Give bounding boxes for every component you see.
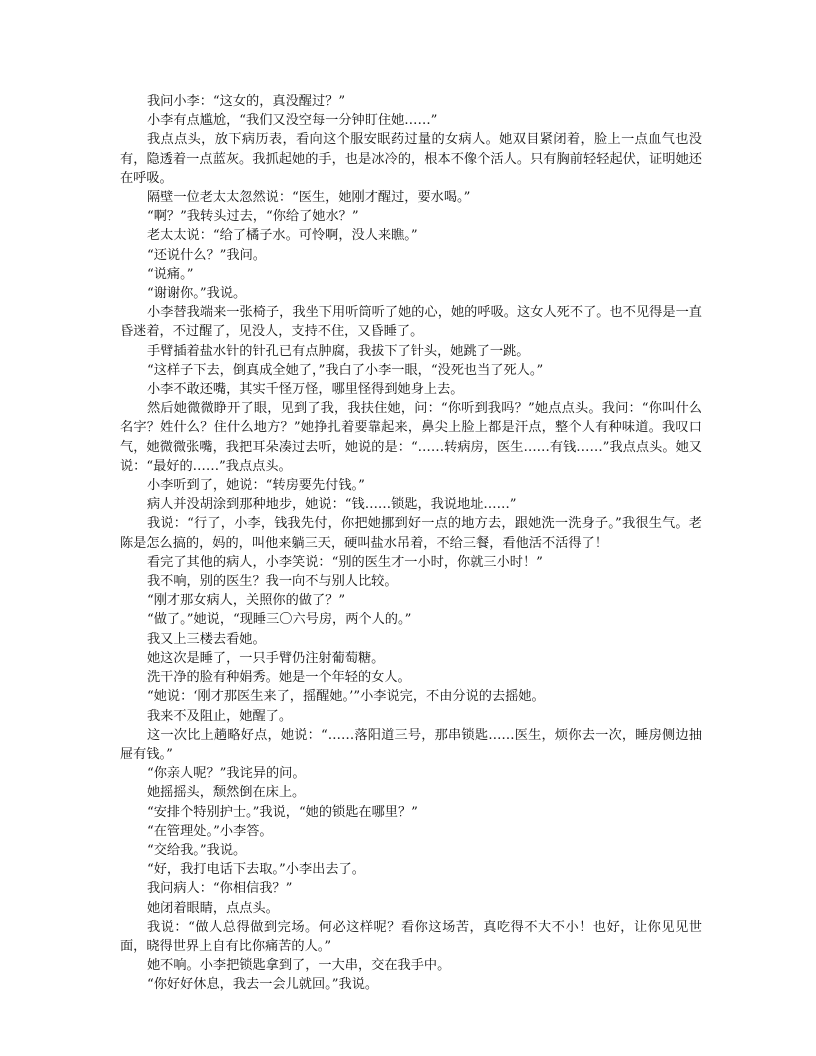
paragraph: 我点点头，放下病历表，看向这个服安眠药过量的女病人。她双目紧闭着，脸上一点血气也没有，隐透着一点蓝灰。我抓起她的手，也是冰冷的，根本不像个活人。只有胸前轻轻起伏，证明她还在呼吸。 (120, 132, 702, 186)
paragraph: 我来不及阻止，她醒了。 (147, 708, 293, 724)
paragraph: “交给我。”我说。 (147, 842, 247, 858)
paragraph: 她闭着眼睛，点点头。 (147, 900, 279, 916)
paragraph: 然后她微微睁开了眼，见到了我，我扶住她，问：“你听到我吗？”她点点头。我问：“你叫什么名字？姓什么？住什么地方？”她挣扎着要靠起来，鼻尖上脸上都是汗点，整个人有种味道。我叹口气，她微微张嘴，我把耳朵凑过去听，她说的是：“……转病房，医生……有钱……”我点点头。她又说：“最好的……”我点点头。 (120, 401, 702, 474)
paragraph: “谢谢你。”我说。 (147, 286, 247, 302)
paragraph: 她这次是睡了，一只手臂仍注射葡萄糖。 (147, 650, 385, 666)
paragraph: “这样子下去，倒真成全她了，”我白了小李一眼，“没死也当了死人。” (147, 362, 544, 378)
paragraph: 洗干净的脸有种娟秀。她是一个年轻的女人。 (147, 670, 411, 686)
story-text (120, 92, 702, 995)
paragraph: 小李听到了，她说：“转房要先付钱。” (147, 478, 365, 494)
paragraph: “你亲人呢？”我诧异的问。 (147, 766, 306, 782)
paragraph: “她说：‘刚才那医生来了，摇醒她。’”小李说完，不由分说的去摇她。 (147, 689, 545, 705)
paragraph: “啊？”我转头过去，“你给了她水？” (147, 209, 359, 225)
paragraph: 老太太说：“给了橘子水。可怜啊，没人来瞧。” (147, 228, 418, 244)
paragraph: 小李替我端来一张椅子，我坐下用听筒听了她的心，她的呼吸。这女人死不了。也不见得是一直昏迷着，不过醒了，见没人，支持不住，又昏睡了。 (120, 305, 702, 340)
paragraph: 她摇摇头，颓然倒在床上。 (147, 785, 306, 801)
paragraph: 隔壁一位老太太忽然说：“医生，她刚才醒过，要水喝。” (147, 190, 471, 206)
paragraph: “还说什么？”我问。 (147, 247, 266, 263)
paragraph: “安排个特别护士。”我说，“她的锁匙在哪里？” (147, 804, 418, 820)
paragraph: “在管理处。”小李答。 (147, 823, 273, 839)
paragraph: “做了。”她说，“现睡三〇六号房，两个人的。” (147, 612, 412, 628)
paragraph: 病人并没胡涂到那种地步，她说：“钱……锁匙，我说地址……” (147, 497, 517, 513)
paragraph: 我说：“行了，小李，钱我先付，你把她挪到好一点的地方去，跟她洗一洗身子。”我很生气。老陈是怎么搞的，妈的，叫他来躺三天，硬叫盐水吊着，不给三餐，看他活不活得了！ (120, 516, 702, 551)
paragraph: 小李不敢还嘴，其实千怪万怪，哪里怪得到她身上去。 (147, 382, 464, 398)
paragraph: “说痛。” (147, 266, 194, 282)
paragraph: “好，我打电话下去取。”小李出去了。 (147, 862, 365, 878)
paragraph: 小李有点尴尬，“我们又没空每一分钟盯住她……” (147, 113, 438, 129)
paragraph: 我又上三楼去看她。 (147, 631, 266, 647)
paragraph: “你好好休息，我去一会儿就回。”我说。 (147, 977, 379, 993)
paragraph: 看完了其他的病人，小李笑说：“别的医生才一小时，你就三小时！” (147, 554, 543, 570)
paragraph: 我问病人：“你相信我？” (147, 881, 293, 897)
paragraph: “刚才那女病人，关照你的做了？” (147, 593, 346, 609)
paragraph: 我不响，别的医生？我一向不与别人比较。 (147, 574, 398, 590)
paragraph: 我说：“做人总得做到完场。何必这样呢？看你这场苦，真吃得不大不小！也好，让你见见世面，晓得世界上自有比你痛苦的人。” (120, 919, 702, 954)
paragraph: 我问小李：“这女的，真没醒过？” (147, 94, 346, 109)
paragraph: 这一次比上趟略好点，她说：“……落阳道三号，那串锁匙……医生，烦你去一次，睡房侧边抽屉有钱。” (120, 727, 702, 762)
paragraph: 手臂插着盐水针的针孔已有点肿腐，我拔下了针头，她跳了一跳。 (147, 343, 530, 359)
paragraph: 她不响。小李把锁匙拿到了，一大串，交在我手中。 (147, 958, 451, 974)
